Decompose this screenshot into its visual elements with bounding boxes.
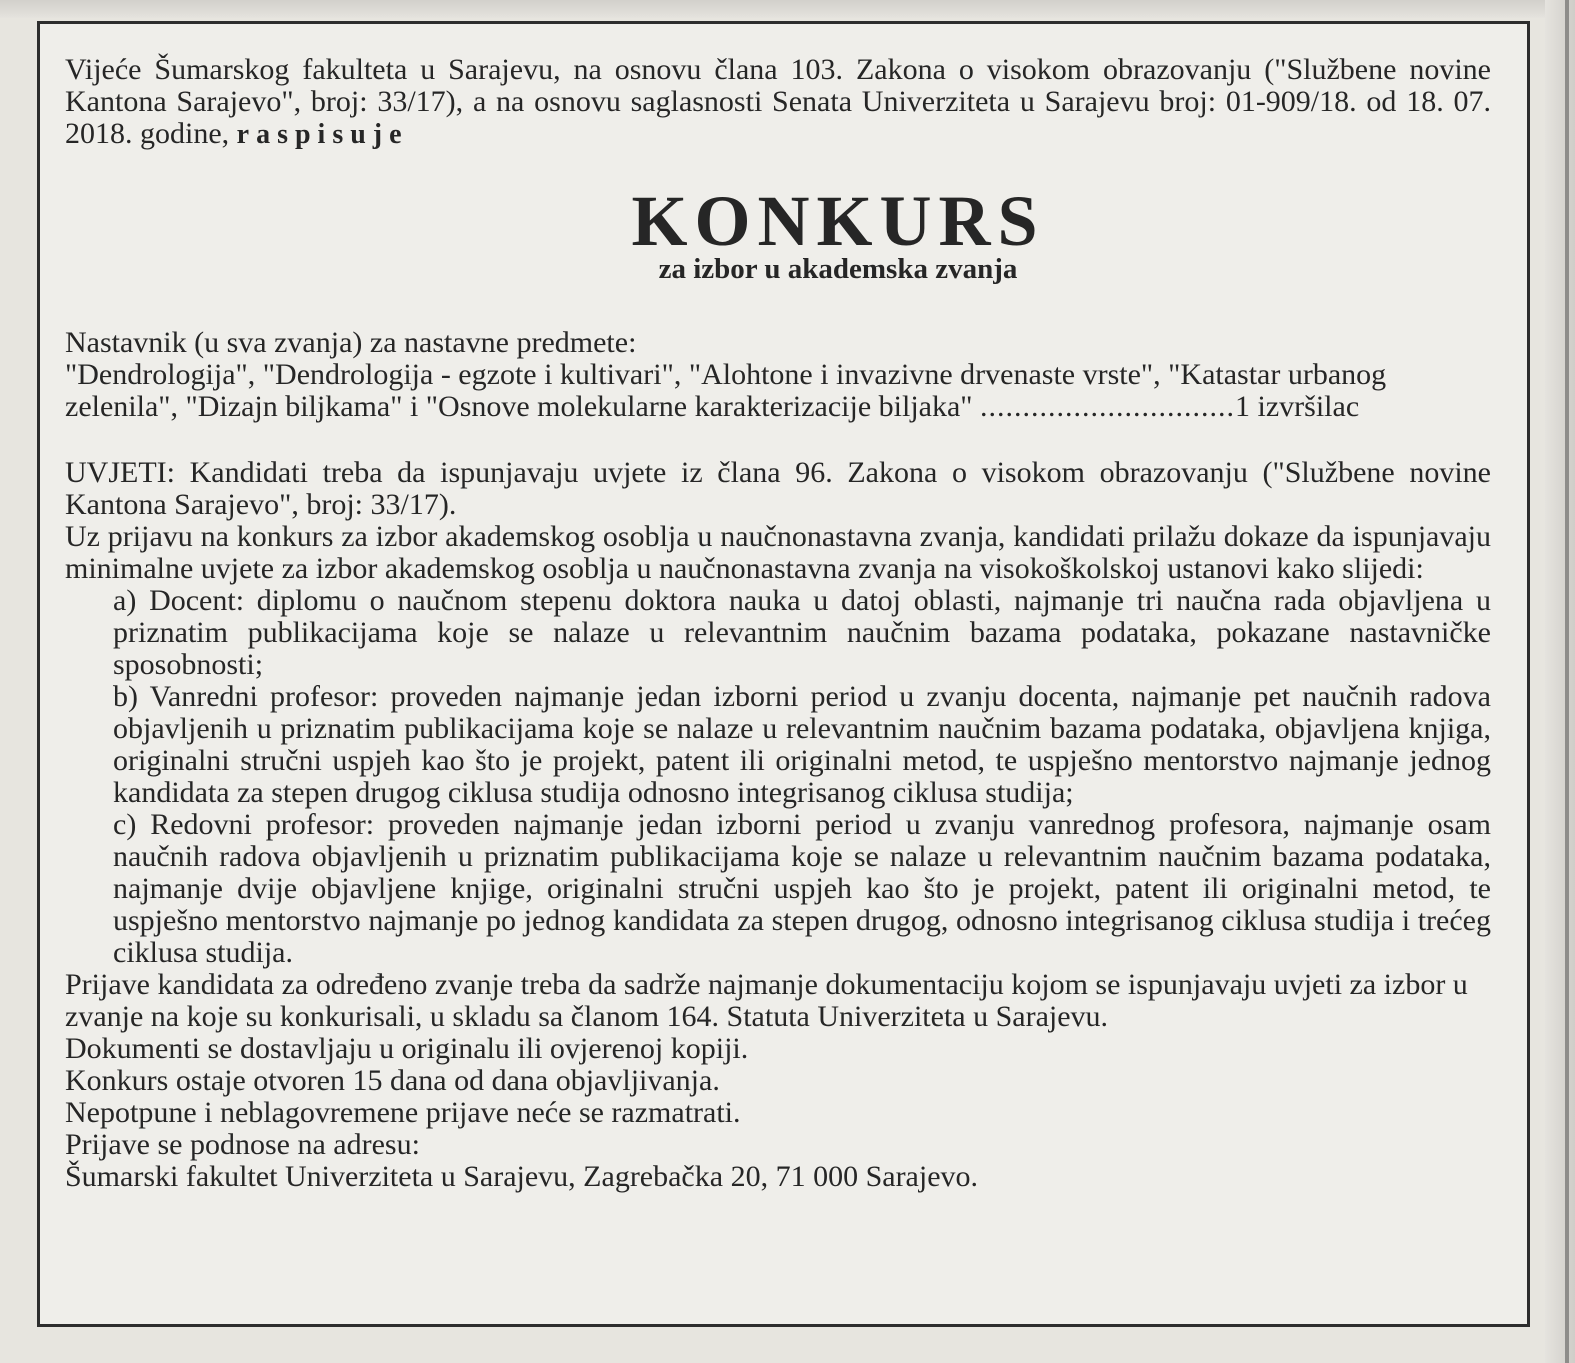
intro-paragraph: [65, 54, 1491, 151]
condition-docent: a) Docent: diplomu o naučnom stepenu doktora nauka u datoj oblasti, najmanje tri naučna rada objavljena u priznatim publikacijama koje se nalaze u relevantnim naučnim bazama podataka, pokazane nastavničke sposobnosti;: [113, 584, 1491, 681]
position-subjects: "Dendrologija", "Dendrologija - egzote i kultivari", "Alohtone i invazivne drvenaste vrste", "Katastar urbanog zelenila", "Dizajn biljkama" i "Osnove molekularne karakterizacije biljaka": [65, 358, 1387, 423]
closing-line: Nepotpune i neblagovremene prijave neće se razmatrati.: [65, 1096, 741, 1129]
notice-frame: [37, 21, 1530, 1327]
notice-title: KONKURS: [631, 181, 1045, 261]
notice-content: [40, 24, 1527, 1324]
position-count: 1 izvršilac: [1235, 390, 1360, 423]
position-dots: ..............................: [980, 390, 1236, 423]
address-line: Šumarski fakultet Univerziteta u Sarajevu, Zagrebačka 20, 71 000 Sarajevo.: [65, 1160, 979, 1193]
conditions-block: [65, 457, 1491, 969]
title-block: [65, 181, 1491, 285]
condition-redovni-profesor: c) Redovni profesor: proveden najmanje jedan izborni period u zvanju vanrednog profesora, najmanje osam naučnih radova objavljenih u priznatim publikacijama koje se nalaze u relevantnim naučnim bazama podataka, najmanje dvije objavljene knjige, originalni stručni uspjeh kao što je projekt, patent ili originalni metod, te uspješno mentorstvo najmanje po jednog kandidata za stepen drugog, odnosno integrisanog ciklusa studija i trećeg ciklusa studija.: [113, 808, 1491, 969]
closing-block: [65, 969, 1491, 1193]
position-block: [65, 327, 1491, 423]
paper-edge-top: [0, 0, 1575, 18]
closing-line: Dokumenti se dostavljaju u originalu ili ovjerenoj kopiji.: [65, 1032, 749, 1065]
paper-edge-right: [1545, 0, 1575, 1363]
closing-line: Prijave kandidata za određeno zvanje treba da sadrže najmanje dokumentaciju kojom se ispunjavaju uvjeti za izbor u zvanje na koje su konkurisali, u skladu sa članom 164. Statuta Univerziteta u Sarajevu.: [65, 968, 1468, 1033]
condition-vanredni-profesor: b) Vanredni profesor: proveden najmanje jedan izborni period u zvanju docenta, najmanje pet naučnih radova objavljenih u priznatim publikacijama koje se nalaze u relevantnim naučnim bazama podataka, objavljena knjiga, originalni stručni uspjeh kao što je projekt, patent ili originalni metod, te uspješno mentorstvo najmanje jednog kandidata za stepen drugog ciklusa studija odnosno integrisanog ciklusa studija;: [113, 680, 1491, 809]
closing-line: Konkurs ostaje otvoren 15 dana od dana objavljivanja.: [65, 1064, 720, 1097]
closing-line: Prijave se podnose na adresu:: [65, 1128, 420, 1161]
page-gutter: [1565, 0, 1569, 1363]
position-heading: Nastavnik (u sva zvanja) za nastavne predmete:: [65, 326, 637, 359]
position-subjects-line: [65, 359, 1491, 423]
conditions-text: Uz prijavu na konkurs za izbor akademskog osoblja u naučnonastavna zvanja, kandidati prilažu dokaze da ispunjavaju minimalne uvjete za izbor akademskog osoblja u naučnonastavna zvanja na visokoškolskoj ustanovi kako slijedi:: [65, 520, 1491, 585]
notice-subtitle: za izbor u akademska zvanja: [658, 253, 1018, 285]
conditions-intro: UVJETI: Kandidati treba da ispunjavaju uvjete iz člana 96. Zakona o visokom obrazovanju ("Službene novine Kantona Sarajevo", broj: 33/17).: [65, 456, 1491, 521]
intro-raspisuje: raspisuje: [236, 119, 409, 150]
intro-text: Vijeće Šumarskog fakulteta u Sarajevu, na osnovu člana 103. Zakona o visokom obrazovanju ("Službene novine Kantona Sarajevo", broj: 33/17), a na osnovu saglasnosti Senata Univerziteta u Sarajevu broj: 01-909/18. od 18. 07. 2018. godine,: [65, 53, 1491, 150]
